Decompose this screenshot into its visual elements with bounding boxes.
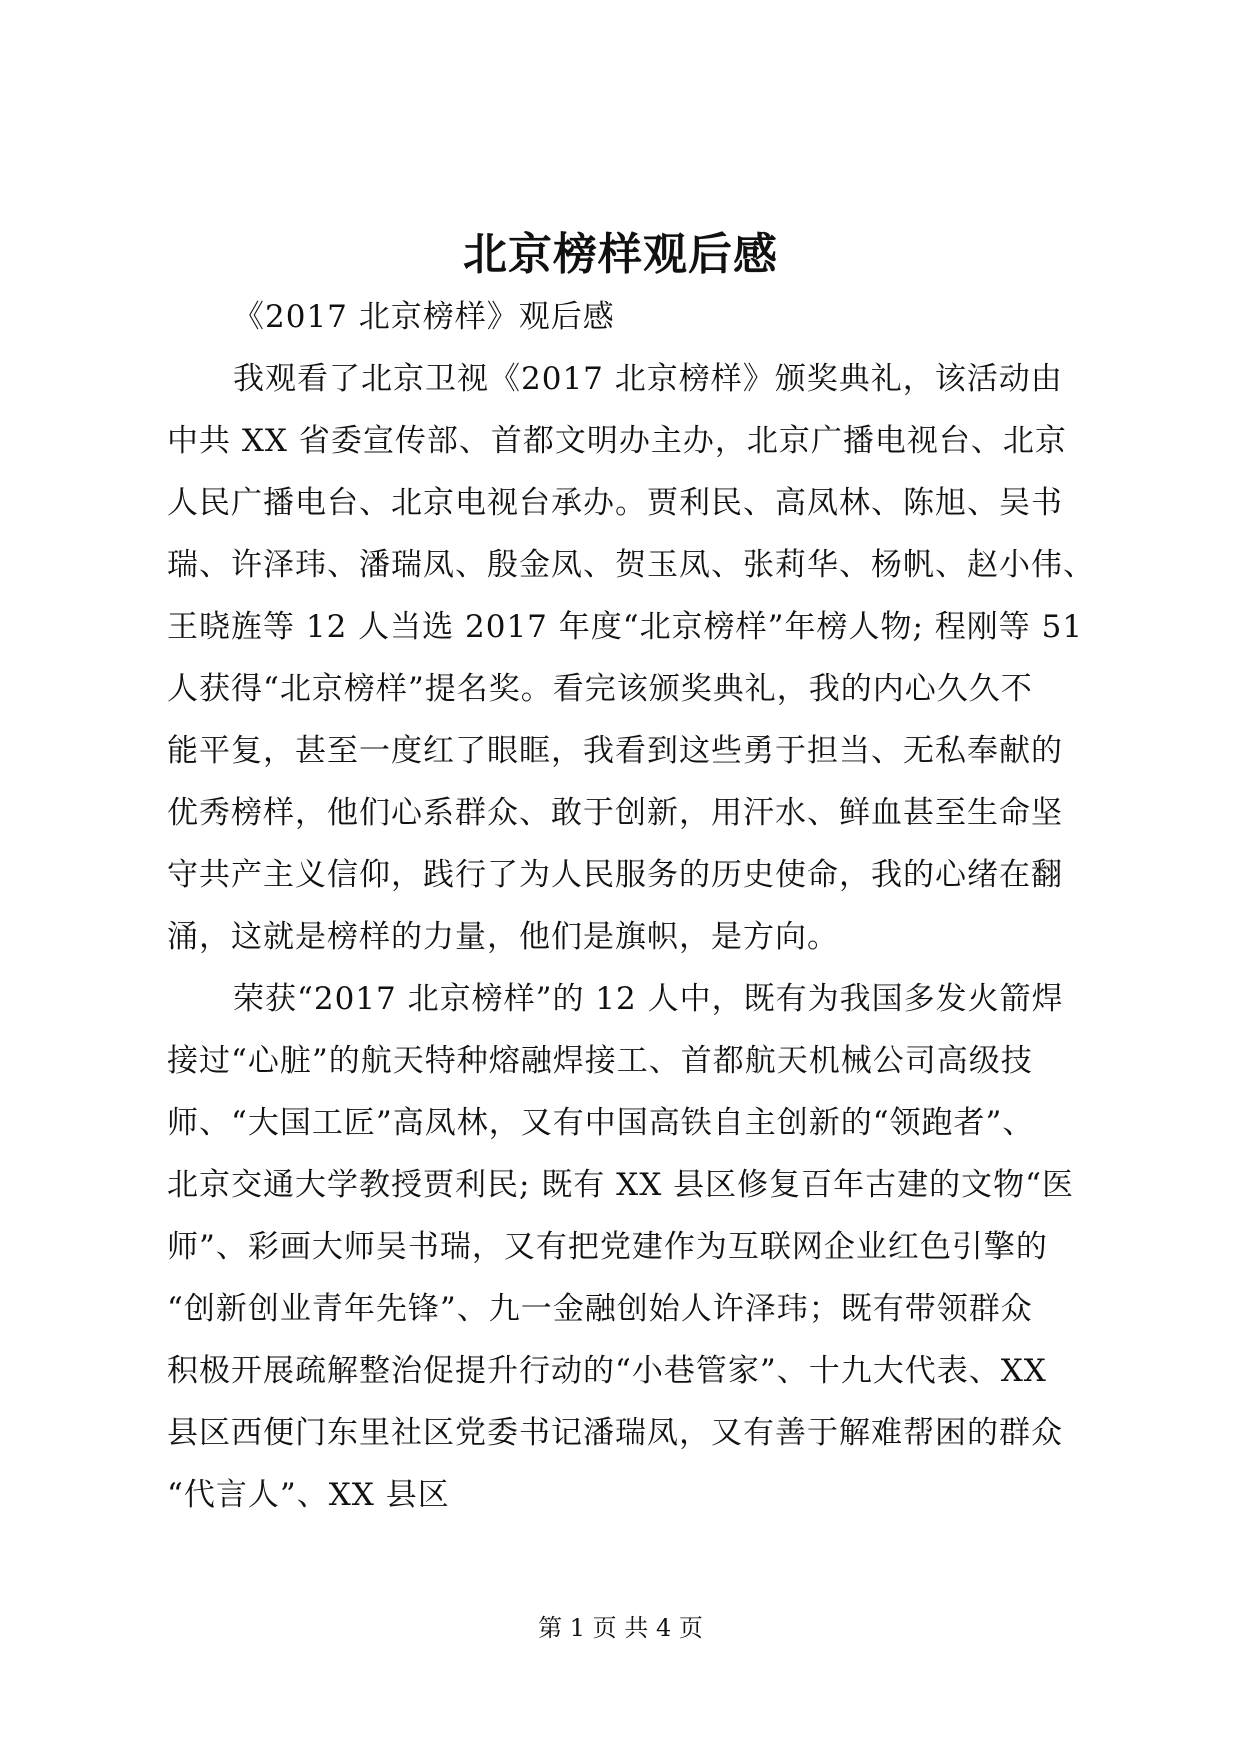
subtitle-line: 《2017 北京榜样》观后感 [233, 299, 615, 335]
paragraph-line: 我观看了北京卫视《2017 北京榜样》颁奖典礼，该活动由 [233, 361, 1063, 397]
paragraph-line: “代言人”、XX 县区 [167, 1477, 450, 1513]
paragraph-line: 王晓旌等 12 人当选 2017 年度“北京榜样”年榜人物; 程刚等 51 [167, 609, 1084, 645]
paragraph-line: 守共产主义信仰，践行了为人民服务的历史使命，我的心绪在翻 [167, 857, 1063, 893]
paragraph-line: 优秀榜样，他们心系群众、敢于创新，用汗水、鲜血甚至生命坚 [167, 795, 1063, 831]
paragraph-line: 接过“心脏”的航天特种熔融焊接工、首都航天机械公司高级技 [167, 1043, 1033, 1079]
paragraph-line: 师”、彩画大师吴书瑞，又有把党建作为互联网企业红色引擎的 [167, 1229, 1048, 1265]
paragraph-line: 人民广播电台、北京电视台承办。贾利民、高凤林、陈旭、吴书 [167, 485, 1063, 521]
paragraph-line: 县区西便门东里社区党委书记潘瑞凤，又有善于解难帮困的群众 [167, 1415, 1063, 1451]
document-body [167, 286, 1095, 1526]
paragraph-line: 人获得“北京榜样”提名奖。看完该颁奖典礼，我的内心久久不 [167, 671, 1033, 707]
page-footer: 第 1 页 共 4 页 [538, 1614, 703, 1642]
paragraph-line: 积极开展疏解整治促提升行动的“小巷管家”、十九大代表、XX [167, 1353, 1047, 1389]
paragraph-line: 能平复，甚至一度红了眼眶，我看到这些勇于担当、无私奉献的 [167, 733, 1063, 769]
paragraph-line: “创新创业青年先锋”、九一金融创始人许泽玮；既有带领群众 [167, 1291, 1033, 1327]
paragraph-line: 北京交通大学教授贾利民; 既有 XX 县区修复百年古建的文物“医 [167, 1167, 1074, 1203]
paragraph-line: 师、“大国工匠”高凤林，又有中国高铁自主创新的“领跑者”、 [167, 1105, 1035, 1141]
document-title: 北京榜样观后感 [463, 229, 778, 280]
paragraph-line: 瑞、许泽玮、潘瑞凤、殷金凤、贺玉凤、张莉华、杨帆、赵小伟、 [167, 547, 1095, 583]
paragraph-line: 荣获“2017 北京榜样”的 12 人中，既有为我国多发火箭焊 [233, 981, 1064, 1017]
paragraph-line: 涌，这就是榜样的力量，他们是旗帜，是方向。 [167, 919, 839, 955]
paragraph-line: 中共 XX 省委宣传部、首都文明办主办，北京广播电视台、北京 [167, 423, 1067, 459]
